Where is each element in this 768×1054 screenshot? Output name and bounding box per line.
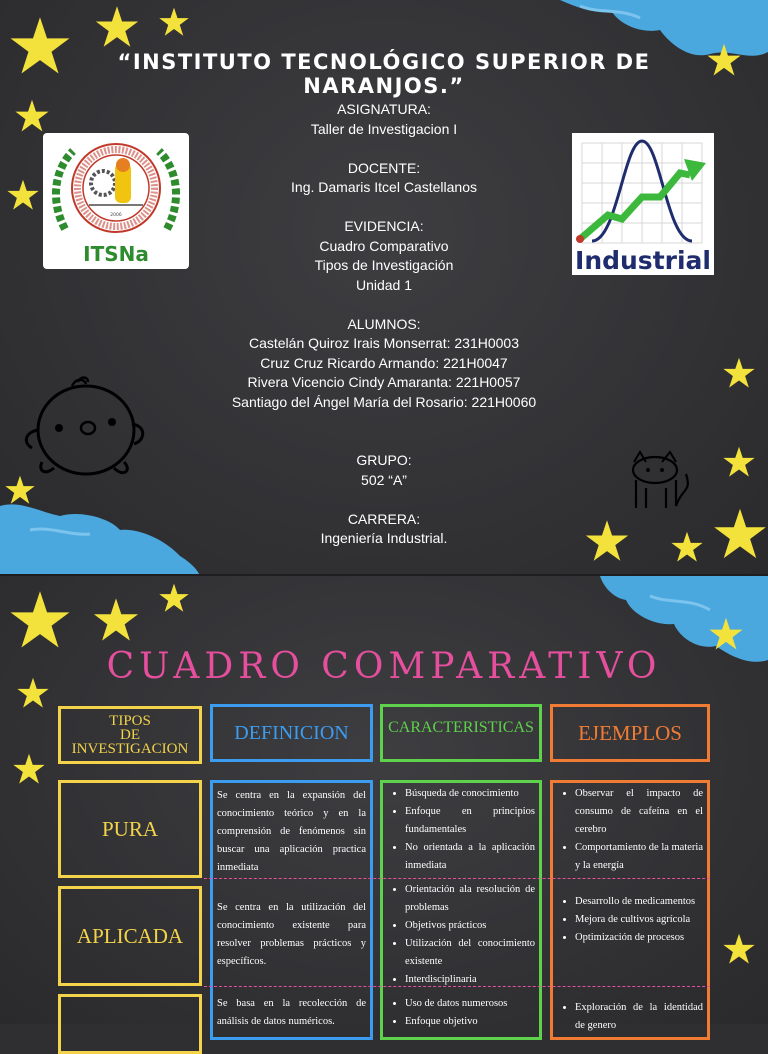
cover-info: [184, 100, 584, 568]
characteristics-list: [383, 993, 539, 1031]
characteristics-list: [383, 783, 539, 883]
info-line: Ingeniería Industrial.: [320, 530, 448, 546]
characteristic-item: • No orientada a la aplicación inmediata: [405, 839, 535, 875]
star-icon: [584, 518, 630, 564]
star-icon: [12, 752, 46, 786]
logo-year-text: 2006: [110, 213, 122, 218]
star-icon: [722, 932, 756, 966]
info-line: Santiago del Ángel María del Rosario: 221H0060: [231, 393, 537, 410]
cloud-decoration-bottom-left: [0, 500, 200, 576]
chick-doodle-icon: [14, 372, 146, 482]
type-box-pura: PURA: [58, 780, 202, 878]
star-icon: [722, 445, 756, 479]
characteristics-column: [380, 780, 542, 1040]
characteristic-item: • Objetivos prácticos: [405, 917, 535, 935]
examples-column: [550, 780, 710, 1040]
itsna-logo: [43, 133, 189, 269]
star-icon: [712, 506, 768, 562]
example-item: • Exploración de la identidad de genero: [575, 999, 703, 1035]
info-line: Tipos de Investigación: [314, 257, 454, 273]
header-caracteristicas: CARACTERISTICAS: [380, 704, 542, 762]
info-block-alumnos: [184, 315, 584, 413]
info-block-evidencia: [184, 217, 584, 295]
comparison-title: CUADRO COMPARATIVO: [106, 646, 662, 687]
example-item: • Observar el impacto de consumo de cafeína en el cerebro: [575, 785, 703, 839]
info-line: 502 “A”: [361, 471, 407, 488]
info-line: ALUMNOS:: [347, 315, 421, 332]
definition-cell: Se centra en la expansión del conocimiento teórico y en la comprensión de fenómenos sin buscar una aplicación practica inmediata: [217, 790, 366, 873]
header-definicion: DEFINICION: [210, 704, 373, 762]
info-block-docente: [184, 159, 584, 198]
characteristic-item: • Utilización del conocimiento existente: [405, 935, 535, 971]
info-line: GRUPO:: [356, 452, 412, 468]
definition-cell: Se basa en la recolección de análisis de datos numéricos.: [217, 998, 366, 1027]
star-icon: [94, 4, 140, 50]
star-icon: [14, 98, 50, 134]
cat-doodle-icon: [624, 448, 698, 514]
info-line: Taller de Investigacion I: [310, 120, 458, 137]
info-line: Castelán Quiroz Irais Monserrat: 231H0003: [248, 335, 520, 351]
row-divider: [204, 878, 710, 879]
characteristic-item: • Uso de datos numerosos: [405, 995, 535, 1013]
star-icon: [158, 582, 190, 614]
characteristics-list: [383, 881, 539, 993]
star-icon: [722, 356, 756, 390]
header-tipos-line: INVESTIGACION: [71, 741, 189, 757]
info-block-grupo: [184, 432, 584, 491]
characteristic-item: • Orientación ala resolución de problemas: [405, 881, 535, 917]
info-block-asignatura: [184, 100, 584, 139]
examples-list: [553, 891, 707, 997]
row-divider: [204, 986, 710, 987]
info-line: CARRERA:: [347, 510, 421, 527]
characteristic-item: • Enfoque objetivo: [405, 1013, 535, 1031]
itsna-logo-text: ITSNa: [83, 242, 149, 266]
example-item: • Optimización de procesos: [575, 929, 703, 947]
info-line: ASIGNATURA:: [337, 101, 431, 117]
institute-title: “INSTITUTO TECNOLÓGICO SUPERIOR DE NARANJOS.”: [117, 50, 651, 98]
info-block-carrera: [184, 510, 584, 549]
example-item: • Comportamiento de la materia y la energía: [575, 839, 703, 875]
info-line: Cuadro Comparativo: [319, 237, 449, 254]
comparison-slide: [0, 576, 768, 1031]
type-box-aplicada: APLICADA: [58, 886, 202, 986]
definition-cell: Se centra en la utilización del conocimiento existente para resolver problemas prácticos y específicos.: [217, 902, 366, 967]
star-icon: [6, 178, 40, 212]
itsna-emblem-icon: [43, 133, 189, 269]
star-icon: [92, 596, 140, 644]
info-line: Cruz Cruz Ricardo Armando: 221H0047: [260, 354, 508, 371]
industrial-logo-text: Industrial: [575, 246, 711, 275]
info-line: DOCENTE:: [347, 159, 421, 176]
example-item: • Mejora de cultivos agrícola: [575, 911, 703, 929]
star-icon: [670, 530, 704, 564]
characteristic-item: • Búsqueda de conocimiento: [405, 785, 535, 803]
header-tipos-line: DE: [120, 727, 140, 743]
info-line: Unidad 1: [355, 276, 413, 293]
characteristic-item: • Enfoque en principios fundamentales: [405, 803, 535, 839]
example-item: • Desarrollo de medicamentos: [575, 893, 703, 911]
characteristic-item: • Interdisciplinaria: [405, 971, 535, 989]
star-icon: [8, 588, 72, 652]
industrial-logo: [572, 133, 714, 275]
header-tipos: [58, 706, 202, 764]
info-line: EVIDENCIA:: [344, 218, 424, 234]
header-tipos-line: TIPOS: [109, 713, 151, 729]
header-ejemplos: EJEMPLOS: [550, 704, 710, 762]
info-line: Ing. Damaris Itcel Castellanos: [291, 179, 477, 195]
industrial-chart-icon: [572, 133, 714, 275]
star-icon: [158, 6, 190, 38]
info-line: [184, 432, 584, 452]
definition-column: [210, 780, 373, 1040]
info-line: Rivera Vicencio Cindy Amaranta: 221H0057: [247, 374, 521, 390]
type-box-third: [58, 994, 202, 1054]
examples-list: [553, 783, 707, 891]
examples-list: [553, 997, 707, 1035]
